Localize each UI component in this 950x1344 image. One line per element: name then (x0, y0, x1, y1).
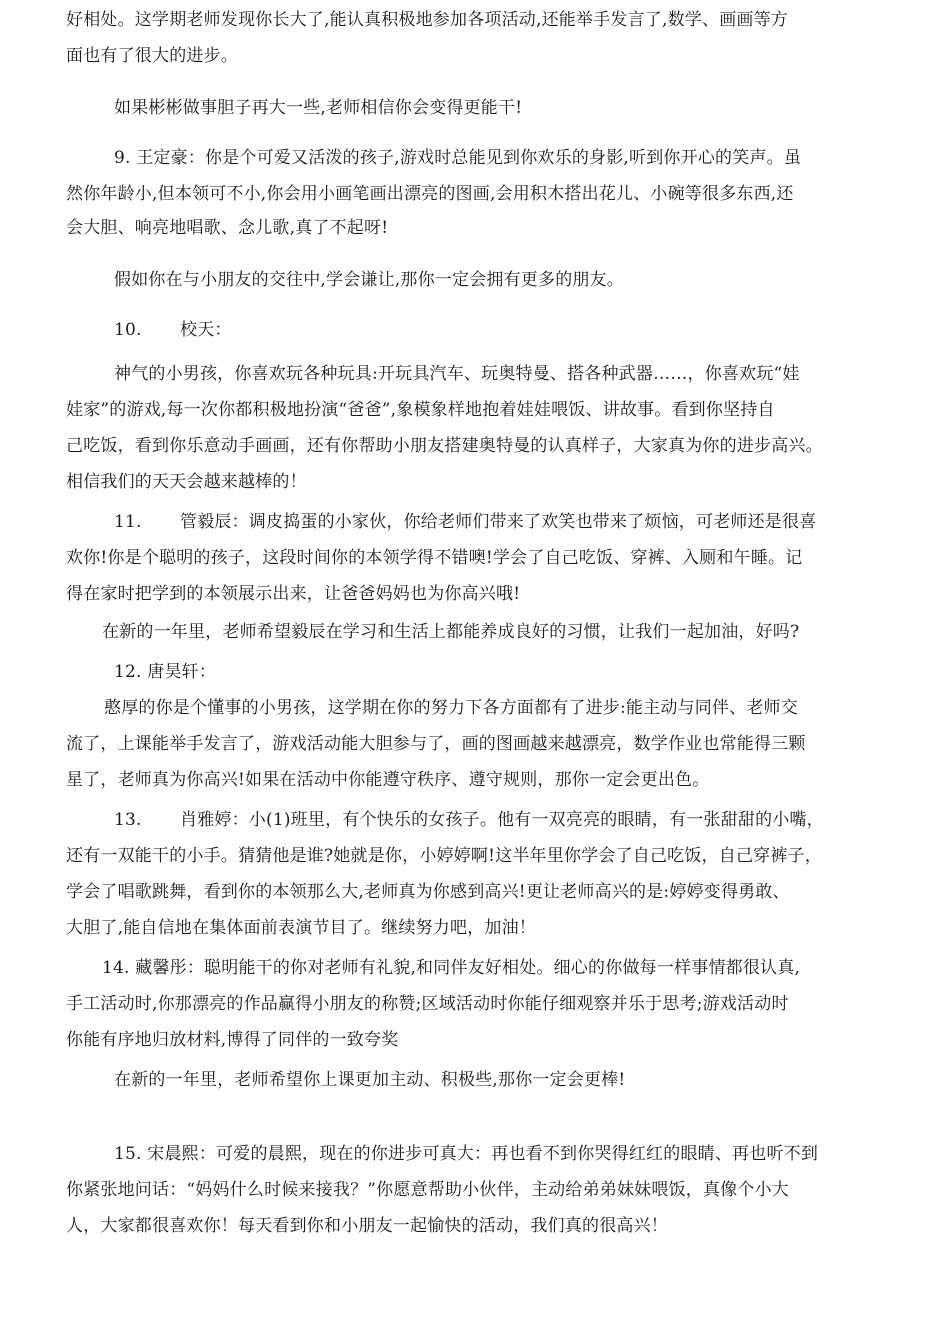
text-line: 会大胆、响亮地唱歌、念儿歌,真了不起呀! (66, 218, 389, 238)
text-line: 欢你!你是个聪明的孩子，这段时间你的本领学得不错噢!学会了自己吃饭、穿裤、入厕和午睡。记 (66, 548, 803, 568)
text-line: 在新的一年里，老师希望毅辰在学习和生活上都能养成良好的习惯，让我们一起加油，好吗? (102, 622, 800, 642)
text-line: 15. 宋晨熙：可爱的晨熙，现在的你进步可真大：再也看不到你哭得红红的眼睛、再也听不到 (114, 1144, 819, 1164)
text-line: 9. 王定豪：你是个可爱又活泼的孩子,游戏时总能见到你欢乐的身影,听到你开心的笑声。虽 (114, 148, 802, 168)
text-line: 10. (114, 320, 142, 340)
text-line: 星了，老师真为你高兴!如果在活动中你能遵守秩序、遵守规则，那你一定会更出色。 (66, 770, 710, 790)
text-line: 在新的一年里，老师希望你上课更加主动、积极些,那你一定会更棒! (114, 1070, 626, 1090)
text-line: 如果彬彬做事胆子再大一些,老师相信你会变得更能干! (114, 98, 523, 118)
text-line: 然你年龄小,但本领可不小,你会用小画笔画出漂亮的图画,会用积木搭出花儿、小碗等很多东西,还 (66, 184, 794, 204)
text-line: 憨厚的你是个懂事的小男孩，这学期在你的努力下各方面都有了进步:能主动与同伴、老师交 (104, 698, 798, 718)
text-line: 学会了唱歌跳舞，看到你的本领那么大,老师真为你感到高兴!更让老师高兴的是:婷婷变得勇敢、 (66, 882, 790, 902)
text-line: 大胆了,能自信地在集体面前表演节目了。继续努力吧，加油！ (66, 918, 537, 938)
text-line: 你能有序地归放材料,博得了同伴的一致夸奖 (66, 1030, 399, 1050)
text-line: 相信我们的天天会越来越棒的！ (66, 472, 307, 492)
text-line: 12. 唐昊轩： (114, 662, 217, 682)
text-line: 还有一双能干的小手。猜猜他是谁?她就是你，小婷婷啊!这半年里你学会了自己吃饭，自己穿裤子， (66, 846, 822, 866)
text-line: 人，大家都很喜欢你！每天看到你和小朋友一起愉快的活动，我们真的很高兴！ (66, 1216, 668, 1236)
text-line: 13. (114, 810, 142, 830)
text-line: 己吃饭，看到你乐意动手画画，还有你帮助小朋友搭建奥特曼的认真样子，大家真为你的进步高兴。 (66, 436, 823, 456)
text-line: 校天： (180, 320, 232, 340)
text-line: 假如你在与小朋友的交往中,学会谦让,那你一定会拥有更多的朋友。 (114, 270, 625, 290)
text-line: 肖雅婷：小(1)班里，有个快乐的女孩子。他有一双亮亮的眼睛，有一张甜甜的小嘴， (180, 810, 824, 830)
text-line: 面也有了很大的进步。 (66, 46, 238, 66)
text-line: 流了，上课能举手发言了，游戏活动能大胆参与了，画的图画越来越漂亮，数学作业也常能得三颗 (66, 734, 806, 754)
text-line: 得在家时把学到的本领展示出来，让爸爸妈妈也为你高兴哦! (66, 584, 521, 604)
text-line: 11. (114, 512, 142, 532)
text-line: 你紧张地问话：“妈妈什么时候来接我？”你愿意帮助小伙伴，主动给弟弟妹妹喂饭，真像个小大 (66, 1180, 789, 1200)
text-line: 管毅辰：调皮捣蛋的小家伙，你给老师们带来了欢笑也带来了烦恼，可老师还是很喜 (180, 512, 817, 532)
text-line: 14. 藏馨彤：聪明能干的你对老师有礼貌,和同伴友好相处。细心的你做每一样事情都很认真, (102, 958, 801, 978)
text-line: 手工活动时,你那漂亮的作品赢得小朋友的称赞;区域活动时你能仔细观察并乐于思考;游戏活动时 (66, 994, 789, 1014)
text-line: 神气的小男孩，你喜欢玩各种玩具:开玩具汽车、玩奥特曼、搭各种武器……，你喜欢玩“娃 (114, 364, 800, 384)
text-line: 娃家”的游戏,每一次你都积极地扮演“爸爸”,象模象样地抱着娃娃喂饭、讲故事。看到你坚持自 (66, 400, 775, 420)
text-line: 好相处。这学期老师发现你长大了,能认真积极地参加各项活动,还能举手发言了,数学、画画等方 (66, 10, 789, 30)
